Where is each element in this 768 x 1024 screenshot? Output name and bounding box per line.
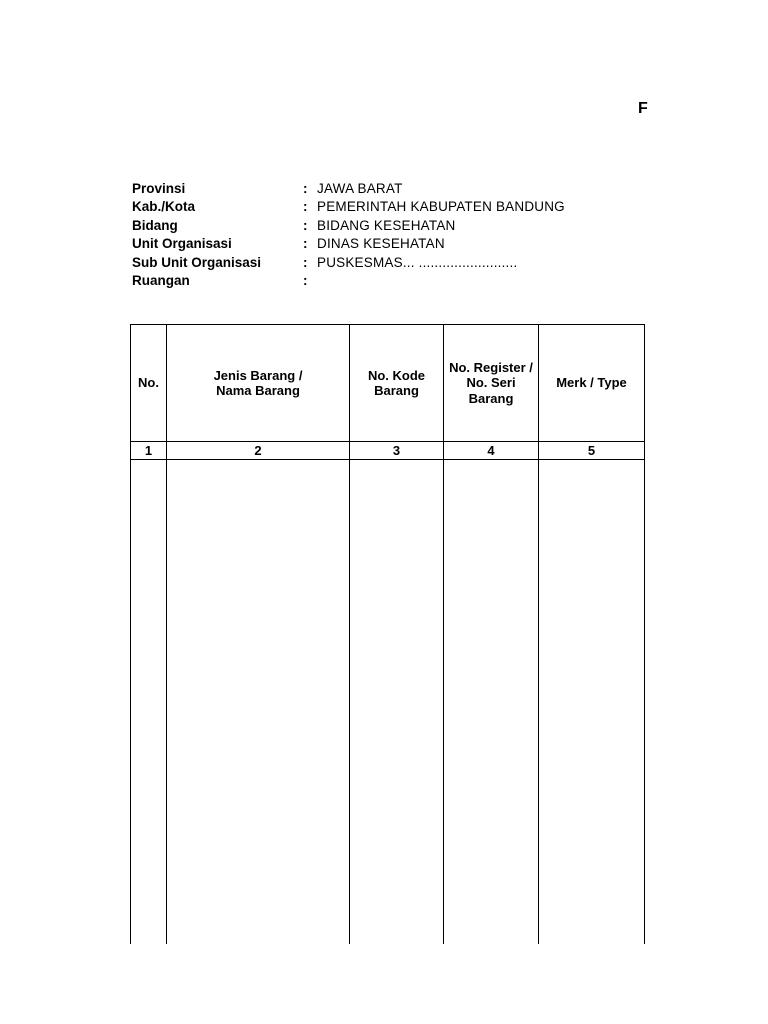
column-number: 2 [167,442,350,460]
info-label: Ruangan [132,272,190,288]
info-colon: : [303,181,308,196]
table-body-row [131,460,645,945]
info-colon: : [303,236,308,252]
empty-cell [350,460,444,945]
header-line: Barang [468,390,514,406]
empty-cell [539,460,645,945]
info-value: JAWA BARAT [317,181,403,196]
info-colon: : [303,254,308,270]
inventory-table [130,324,645,944]
header-line: No. Kode [367,367,426,383]
info-label: Provinsi [132,181,186,196]
info-colon: : [303,272,308,288]
column-number: 4 [444,442,539,460]
column-number: 5 [539,442,645,460]
header-no [131,325,167,442]
info-label: Unit Organisasi [132,236,232,252]
header-line: Nama Barang [216,383,300,398]
info-value: PUSKESMAS... ......................... [317,254,518,270]
header-line: Merk / Type [556,375,627,391]
table-header-row [131,325,645,442]
info-label: Bidang [132,217,178,233]
info-value: BIDANG KESEHATAN [317,217,456,233]
column-number: 3 [350,442,444,460]
info-value: DINAS KESEHATAN [317,236,445,252]
info-label: Kab./Kota [132,199,196,215]
page-title-fragment: F [638,100,648,117]
header-line: No. Seri [466,375,516,391]
header-line: Jenis Barang / [213,367,303,383]
header-jenis-barang [167,325,350,442]
header-merk-type [539,325,645,442]
header-register [444,325,539,442]
header-line: No. Register / [449,359,533,375]
column-number-row [131,442,645,460]
empty-cell [167,460,350,945]
info-colon: : [303,199,308,215]
header-line: No. [138,375,159,391]
empty-cell [131,460,167,945]
info-label: Sub Unit Organisasi [132,254,262,270]
column-number: 1 [131,442,167,460]
info-colon: : [303,217,308,233]
info-value: PEMERINTAH KABUPATEN BANDUNG [317,199,565,215]
empty-cell [444,460,539,945]
header-line: Barang [374,383,419,398]
header-kode-barang [350,325,444,442]
